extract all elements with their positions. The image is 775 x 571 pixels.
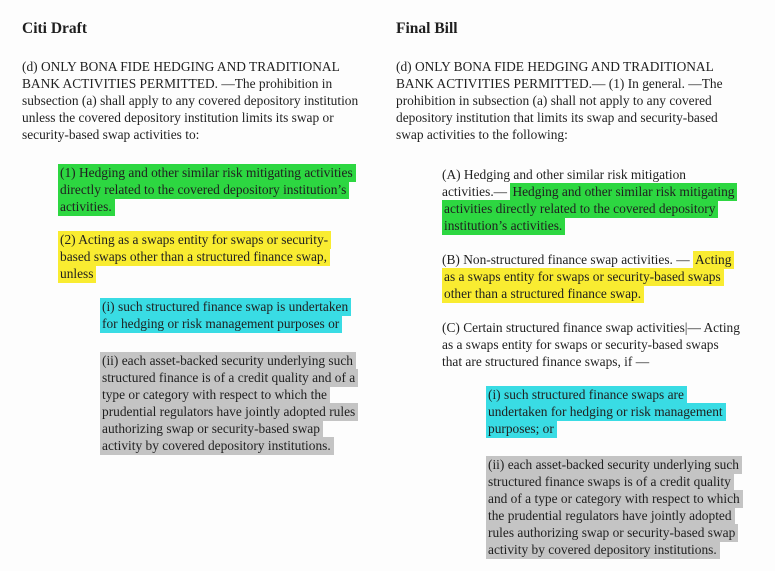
text-line — [486, 524, 764, 541]
cyan-highlight: purposes; or — [486, 420, 557, 438]
gray-highlight: rules authorizing swap or security-based swap — [486, 524, 738, 542]
text-line — [58, 198, 384, 215]
text-line: (C) Certain structured finance swap activities|— Acting — [442, 320, 740, 335]
final-clause-a-green — [442, 166, 764, 234]
yellow-highlight: Acting — [693, 251, 734, 269]
text-line: subsection (a) shall apply to any covered depository institution — [22, 93, 359, 108]
text-line: as a swaps entity for swaps or security-based swaps — [442, 337, 719, 352]
text-line — [58, 181, 384, 198]
green-highlight: (1) Hedging and other similar risk mitigating activities — [58, 164, 356, 182]
text-line: (d) ONLY BONA FIDE HEDGING AND TRADITIONAL — [22, 59, 340, 74]
gray-highlight: activity by covered depository institutions. — [486, 541, 720, 559]
green-highlight: directly related to the covered depository institution’s — [58, 181, 349, 199]
text-line — [58, 248, 384, 265]
text-line — [58, 231, 384, 248]
text-line: that are structured finance swaps, if — — [442, 354, 650, 369]
text-line — [100, 298, 384, 315]
text-line — [100, 386, 384, 403]
text-line: BANK ACTIVITIES PERMITTED. —The prohibition in — [22, 76, 333, 91]
final-clause-i-cyan — [486, 386, 764, 437]
yellow-highlight: based swaps other than a structured finance swap, — [58, 248, 330, 266]
text-line: depository institution that limits its swap and security-based — [396, 110, 718, 125]
text-line — [486, 541, 764, 558]
gray-highlight: activity by covered depository institutions. — [100, 437, 334, 455]
final-clause-ii-gray — [486, 456, 764, 558]
text-line: security-based swap activities to: — [22, 127, 200, 142]
text-line — [442, 251, 764, 268]
gray-highlight: structured finance is of a credit quality and of a — [100, 369, 358, 387]
yellow-highlight: other than a structured finance swap. — [442, 285, 644, 303]
cyan-highlight: (i) such structured finance swap is undertaken — [100, 298, 351, 316]
text-line — [442, 200, 764, 217]
gray-highlight: prudential regulators have jointly adopted rules — [100, 403, 358, 421]
text-line — [442, 268, 764, 285]
gray-highlight: authorizing swap or security-based swap — [100, 420, 323, 438]
text-line — [486, 386, 764, 403]
text-line: BANK ACTIVITIES PERMITTED.— (1) In general. —The — [396, 76, 723, 91]
green-highlight: institution’s activities. — [442, 217, 565, 235]
yellow-highlight: (2) Acting as a swaps entity for swaps or security- — [58, 231, 331, 249]
text-line — [100, 369, 384, 386]
text-line — [100, 403, 384, 420]
cyan-highlight: undertaken for hedging or risk management — [486, 403, 726, 421]
text-line — [100, 315, 384, 332]
gray-highlight: the prudential regulators have jointly adopted — [486, 507, 735, 525]
text-line — [486, 456, 764, 473]
text-line: swap activities to the following: — [396, 127, 568, 142]
text-line — [442, 217, 764, 234]
cyan-highlight: for hedging or risk management purposes or — [100, 315, 342, 333]
final-clause-c — [442, 319, 764, 370]
gray-highlight: (ii) each asset-backed security underlying such — [486, 456, 742, 474]
cyan-highlight: (i) such structured finance swaps are — [486, 386, 687, 404]
text-line — [442, 183, 764, 200]
text-line — [442, 285, 764, 302]
text-line — [100, 437, 384, 454]
text-line — [58, 164, 384, 181]
final-clause-b-yellow — [442, 251, 764, 302]
gray-highlight: (ii) each asset-backed security underlying such — [100, 352, 356, 370]
text-line — [100, 352, 384, 369]
gray-highlight: type or category with respect to which the — [100, 386, 330, 404]
gray-highlight: and of a type or category with respect to which — [486, 490, 743, 508]
plain-text: activities.— — [442, 184, 511, 199]
text-line: (d) ONLY BONA FIDE HEDGING AND TRADITIONAL — [396, 59, 714, 74]
text-line — [58, 265, 384, 282]
citi-clause-ii-gray — [100, 352, 384, 454]
text-line: (A) Hedging and other similar risk mitigation — [442, 167, 686, 182]
text-line — [486, 403, 764, 420]
gray-highlight: structured finance swaps is of a credit quality — [486, 473, 734, 491]
citi-clause-2-yellow — [58, 231, 384, 282]
text-line — [100, 420, 384, 437]
final-bill-title: Final Bill — [396, 20, 458, 37]
green-highlight: Hedging and other similar risk mitigating — [510, 183, 737, 201]
text-line — [486, 490, 764, 507]
citi-clause-i-cyan — [100, 298, 384, 332]
text-line: prohibition in subsection (a) shall not apply to any covered — [396, 93, 712, 108]
text-line — [486, 473, 764, 490]
text-line — [486, 507, 764, 524]
citi-draft-column — [22, 20, 384, 454]
green-highlight: activities. — [58, 198, 115, 216]
text-line: unless the covered depository institution limits its swap or — [22, 110, 334, 125]
yellow-highlight: unless — [58, 265, 96, 283]
citi-clause-1-green — [58, 164, 384, 215]
final-bill-column — [396, 20, 764, 558]
citi-draft-title: Citi Draft — [22, 20, 87, 37]
final-intro-paragraph — [396, 58, 764, 143]
yellow-highlight: as a swaps entity for swaps or security-based swaps — [442, 268, 724, 286]
plain-text: (B) Non-structured finance swap activities. — — [442, 252, 693, 267]
green-highlight: activities directly related to the covered depository — [442, 200, 718, 218]
text-line — [486, 420, 764, 437]
citi-intro-paragraph — [22, 58, 384, 143]
